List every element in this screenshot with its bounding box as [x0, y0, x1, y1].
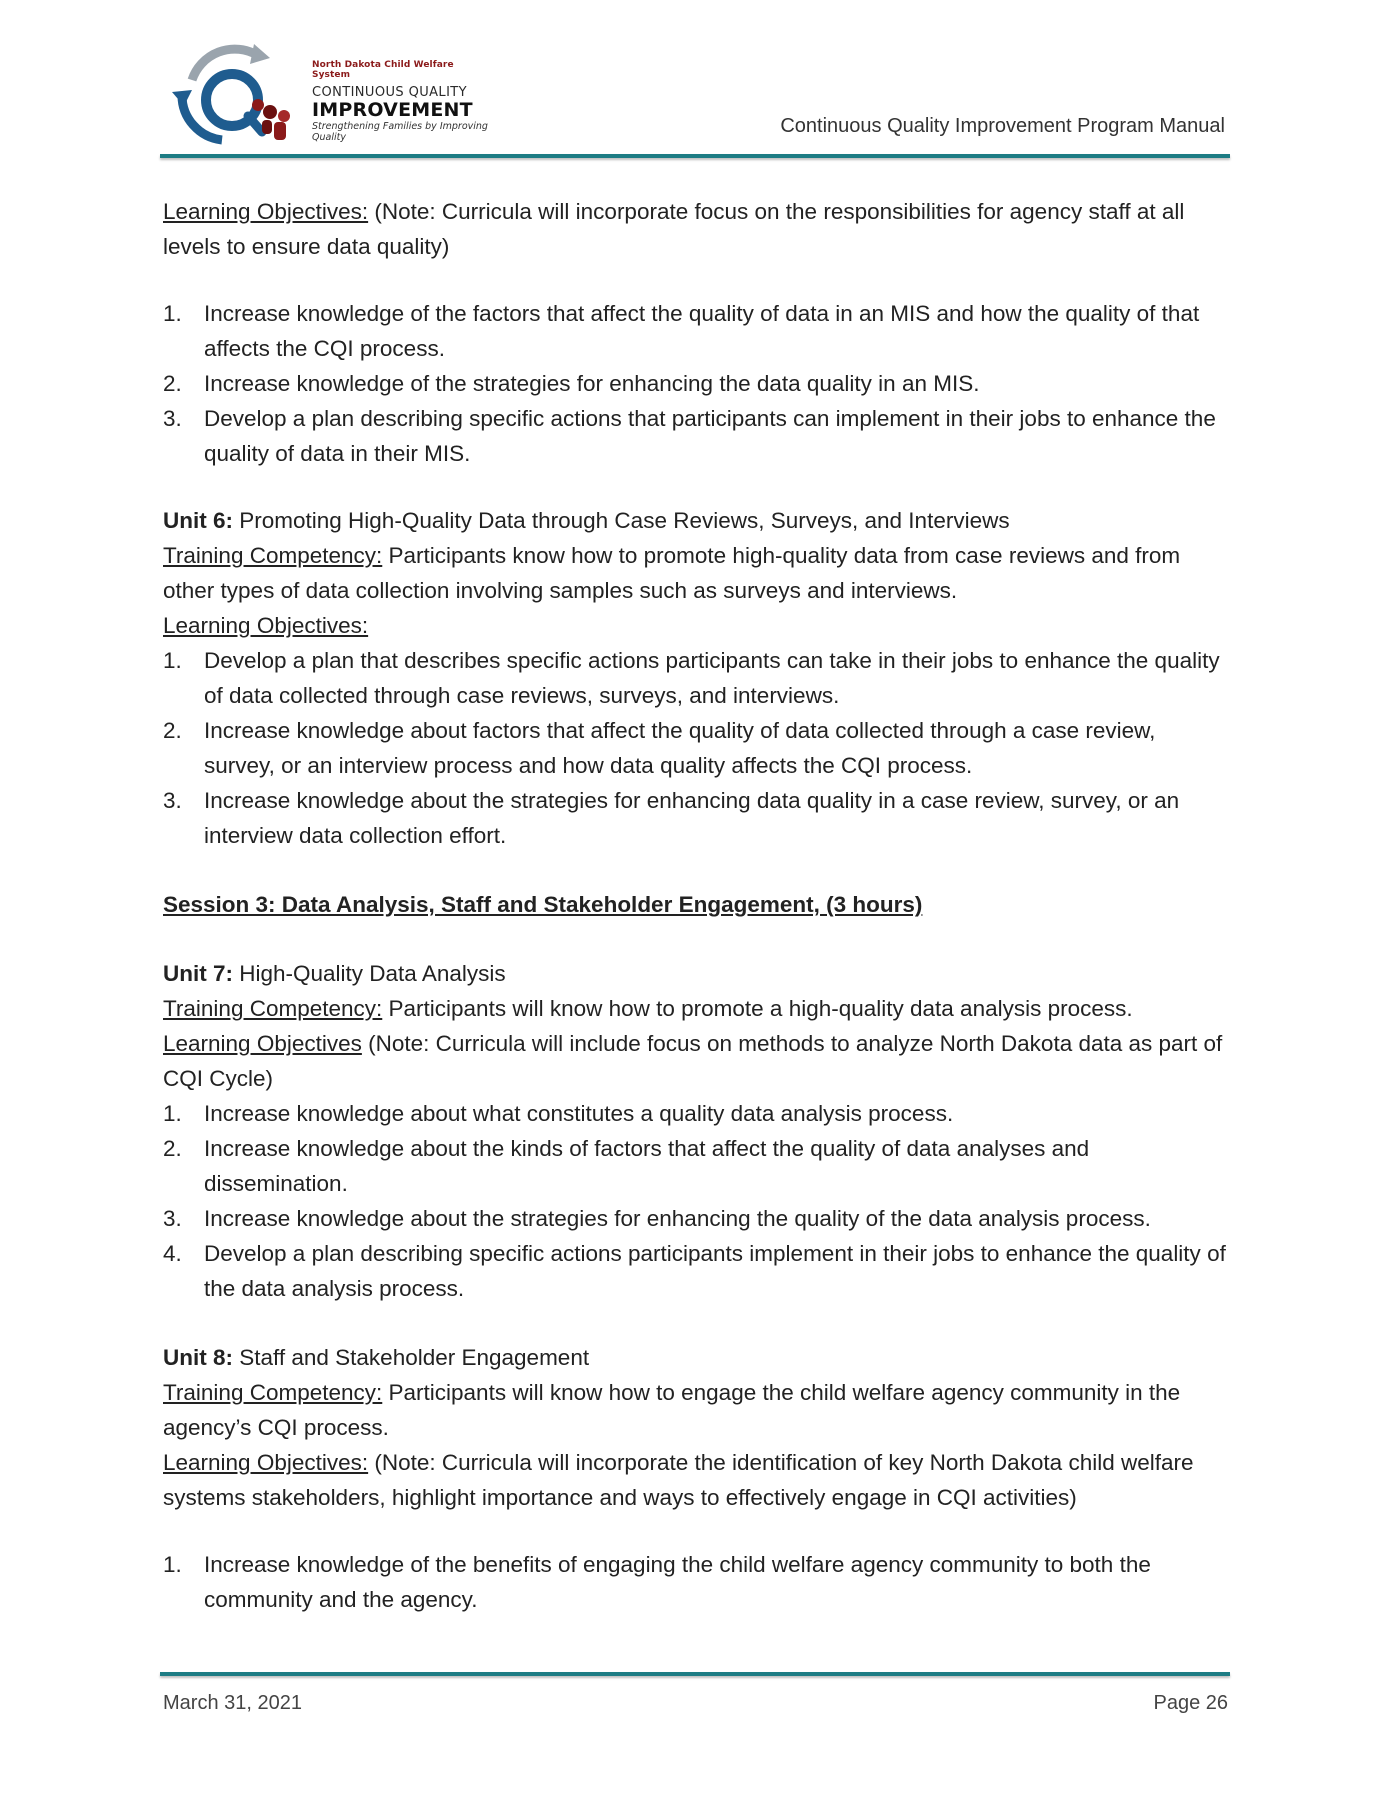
list-number: 1. — [163, 1101, 182, 1126]
unit7-objectives-list — [163, 1096, 1228, 1306]
unit8-competency-label: Training Competency: — [163, 1380, 383, 1405]
manual-title: Continuous Quality Improvement Program Manual — [780, 115, 1225, 137]
unit6-heading — [163, 503, 1228, 538]
cqi-logo-icon — [162, 40, 307, 150]
unit7-heading — [163, 956, 1228, 991]
list-text: Increase knowledge about what constitutes a quality data analysis process. — [204, 1101, 954, 1126]
page-footer — [163, 1692, 1228, 1715]
intro-objectives-note: (Note: Curricula will incorporate focus on the responsibilities for agency staff at all levels to ensure data quality) — [163, 199, 1185, 259]
unit6-competency-label: Training Competency: — [163, 543, 383, 568]
list-number: 2. — [163, 371, 182, 396]
list-text: Increase knowledge of the strategies for enhancing the data quality in an MIS. — [204, 371, 980, 396]
unit7-competency-label: Training Competency: — [163, 996, 383, 1021]
list-number: 1. — [163, 648, 182, 673]
list-number: 3. — [163, 788, 182, 813]
list-item — [163, 783, 1228, 853]
unit6-objectives-list — [163, 643, 1228, 853]
spacer — [163, 1515, 1228, 1547]
unit8-objectives-note: (Note: Curricula will incorporate the identification of key North Dakota child welfare systems stakeholders, highlight importance and ways to effectively engage in CQI activities) — [163, 1450, 1194, 1510]
spacer — [163, 853, 1228, 887]
list-text: Increase knowledge of the benefits of engaging the child welfare agency community to both the community and the agency. — [204, 1552, 1151, 1612]
list-item — [163, 1096, 1228, 1131]
list-item — [163, 366, 1228, 401]
unit7-objectives — [163, 1026, 1228, 1096]
spacer — [163, 264, 1228, 296]
logo-system: North Dakota Child Welfare System — [312, 60, 454, 80]
logo-wordmark — [312, 60, 492, 143]
unit6-competency-text: Participants know how to promote high-quality data from case reviews and from other types of data collection involving samples such as surveys and interviews. — [163, 543, 1181, 603]
list-item — [163, 1547, 1228, 1617]
unit8-objectives-list — [163, 1547, 1228, 1617]
unit7-competency — [163, 991, 1228, 1026]
session3-heading: Session 3: Data Analysis, Staff and Stakeholder Engagement, (3 hours) — [163, 892, 923, 917]
footer-rule — [160, 1672, 1230, 1676]
unit6-competency — [163, 538, 1228, 608]
list-item — [163, 296, 1228, 366]
unit8-objectives — [163, 1445, 1228, 1515]
intro-objectives-list — [163, 296, 1228, 471]
unit7-label: Unit 7: — [163, 961, 233, 986]
list-item — [163, 401, 1228, 471]
list-number: 1. — [163, 1552, 182, 1577]
page-number: Page 26 — [1153, 1692, 1228, 1714]
list-item — [163, 1131, 1228, 1201]
list-text: Increase knowledge about the kinds of factors that affect the quality of data analyses and dissemination. — [204, 1136, 1090, 1196]
list-item — [163, 1201, 1228, 1236]
spacer — [163, 1306, 1228, 1340]
unit8-competency — [163, 1375, 1228, 1445]
unit6-objectives — [163, 608, 1228, 643]
unit8-label: Unit 8: — [163, 1345, 233, 1370]
spacer — [163, 471, 1228, 503]
list-item — [163, 1236, 1228, 1306]
list-number: 2. — [163, 718, 182, 743]
list-text: Increase knowledge about factors that affect the quality of data collected through a case review, survey, or an interview process and how data quality affects the CQI process. — [204, 718, 1156, 778]
list-text: Increase knowledge about the strategies for enhancing data quality in a case review, survey, or an interview data collection effort. — [204, 788, 1180, 848]
unit6-title: Promoting High-Quality Data through Case Reviews, Surveys, and Interviews — [233, 508, 1010, 533]
list-text: Develop a plan that describes specific actions participants can take in their jobs to enhance the quality of data collected through case reviews, surveys, and interviews. — [204, 648, 1220, 708]
cqi-logo — [162, 40, 492, 150]
list-number: 1. — [163, 301, 182, 326]
footer-date: March 31, 2021 — [163, 1692, 302, 1714]
list-number: 3. — [163, 406, 182, 431]
list-number: 2. — [163, 1136, 182, 1161]
unit7-competency-text: Participants will know how to promote a high-quality data analysis process. — [382, 996, 1133, 1021]
page-body — [163, 194, 1228, 1617]
unit8-objectives-label: Learning Objectives: — [163, 1450, 369, 1475]
list-number: 4. — [163, 1241, 182, 1266]
list-number: 3. — [163, 1206, 182, 1231]
unit7-title: High-Quality Data Analysis — [233, 961, 506, 986]
unit8-title: Staff and Stakeholder Engagement — [233, 1345, 590, 1370]
logo-line1: CONTINUOUS QUALITY — [312, 85, 467, 100]
list-text: Develop a plan describing specific actions participants implement in their jobs to enhance the quality of the data analysis process. — [204, 1241, 1226, 1301]
intro-objectives — [163, 194, 1228, 264]
unit8-heading — [163, 1340, 1228, 1375]
unit6-label: Unit 6: — [163, 508, 233, 533]
list-text: Increase knowledge about the strategies for enhancing the quality of the data analysis process. — [204, 1206, 1151, 1231]
unit7-objectives-label: Learning Objectives — [163, 1031, 362, 1056]
header-rule — [160, 154, 1230, 158]
logo-line2: IMPROVEMENT — [312, 99, 473, 121]
list-text: Increase knowledge of the factors that affect the quality of data in an MIS and how the quality of that affects the CQI process. — [204, 301, 1200, 361]
unit6-objectives-label: Learning Objectives: — [163, 613, 369, 638]
page-header — [162, 40, 1228, 158]
intro-objectives-label: Learning Objectives: — [163, 199, 369, 224]
unit7-objectives-note: (Note: Curricula will include focus on methods to analyze North Dakota data as part of CQI Cycle) — [163, 1031, 1223, 1091]
list-text: Develop a plan describing specific actions that participants can implement in their jobs to enhance the quality of data in their MIS. — [204, 406, 1216, 466]
unit8-competency-text: Participants will know how to engage the child welfare agency community in the agency’s CQI process. — [163, 1380, 1181, 1440]
list-item — [163, 643, 1228, 713]
list-item — [163, 713, 1228, 783]
spacer — [163, 922, 1228, 956]
logo-tagline: Strengthening Families by Improving Quality — [312, 121, 488, 143]
